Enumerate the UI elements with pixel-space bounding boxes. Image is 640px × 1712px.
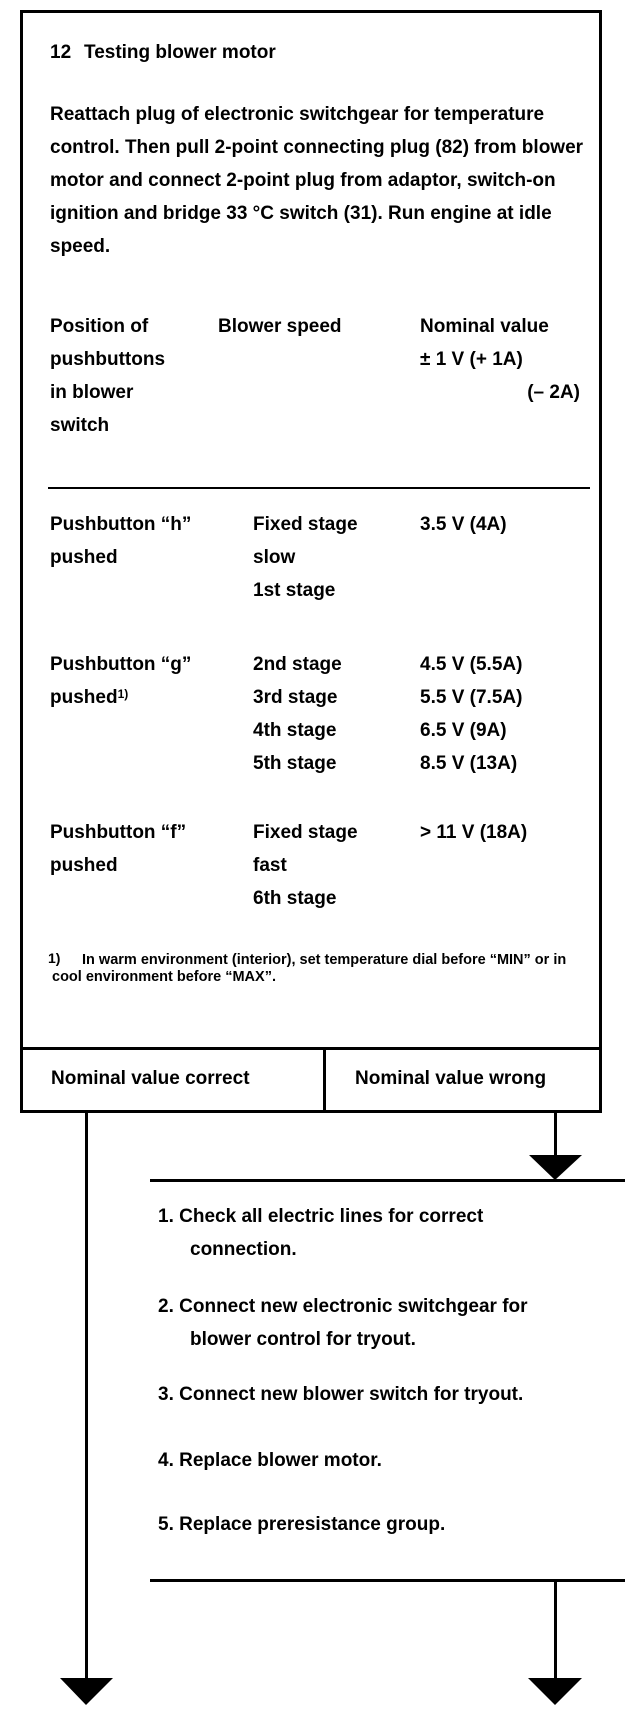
- footnote-text: In warm environment (interior), set temperature dial before “MIN” or in cool environment before “MAX”.: [52, 952, 567, 985]
- footnote-mark: 1): [48, 950, 61, 966]
- header-nominal-line: (– 2A): [527, 382, 580, 403]
- stage: Fixed stage: [253, 514, 358, 535]
- pushbutton-label: Pushbutton “g”: [50, 654, 192, 675]
- stage: 3rd stage: [253, 687, 338, 708]
- step-text: Replace blower motor.: [179, 1450, 382, 1471]
- stage: 4th stage: [253, 720, 337, 741]
- steps-top-rule: [150, 1179, 625, 1182]
- steps-flow-line: [554, 1581, 557, 1681]
- step-text-cont: blower control for tryout.: [190, 1329, 416, 1350]
- nominal-value: 5.5 V (7.5A): [420, 687, 523, 708]
- wrong-flow-line: [554, 1110, 557, 1157]
- stage: 6th stage: [253, 888, 337, 909]
- nominal-value: 4.5 V (5.5A): [420, 654, 523, 675]
- stage: fast: [253, 855, 287, 876]
- step-number: 4.: [158, 1450, 174, 1471]
- step-2: [158, 1290, 528, 1356]
- header-position-line: switch: [50, 415, 110, 436]
- step-text: Connect new blower switch for tryout.: [179, 1384, 524, 1405]
- steps-bottom-rule: [150, 1579, 625, 1582]
- step-1: [158, 1200, 483, 1266]
- stage: 2nd stage: [253, 654, 342, 675]
- step-text: Replace preresistance group.: [179, 1514, 446, 1535]
- step-4: [158, 1444, 382, 1477]
- nominal-value: 3.5 V (4A): [420, 514, 507, 535]
- correct-flow-line: [85, 1110, 88, 1682]
- footnote-ref: 1): [117, 687, 129, 701]
- result-correct-label: Nominal value correct: [51, 1068, 250, 1089]
- header-position-line: pushbuttons: [50, 349, 166, 370]
- header-position-line: in blower: [50, 382, 134, 403]
- step-5: [158, 1508, 445, 1541]
- steps-flow-arrow: [528, 1678, 582, 1705]
- step-text: Connect new electronic switchgear for: [179, 1296, 528, 1317]
- stage: 5th stage: [253, 753, 337, 774]
- section-number: 12: [50, 42, 72, 63]
- stage: Fixed stage: [253, 822, 358, 843]
- pushbutton-label: Pushbutton “h”: [50, 514, 192, 535]
- nominal-value: 6.5 V (9A): [420, 720, 507, 741]
- header-blower-speed: Blower speed: [218, 316, 342, 337]
- pushbutton-state: pushed: [50, 855, 118, 876]
- step-text-cont: connection.: [190, 1239, 297, 1260]
- section-title-text: Testing blower motor: [84, 42, 276, 63]
- result-wrong-label: Nominal value wrong: [355, 1068, 547, 1089]
- nominal-value: > 11 V (18A): [420, 822, 528, 843]
- pushbutton-state-text: pushed: [50, 687, 118, 708]
- header-position-line: Position of: [50, 316, 149, 337]
- step-number: 2.: [158, 1296, 174, 1317]
- stage: slow: [253, 547, 296, 568]
- intro-paragraph: Reattach plug of electronic switchgear for temperature control. Then pull 2-point connecting plug (82) from blower motor and connect 2-point plug from adaptor, switch-on ignition and bridge 33 °C switch (31). Run engine at idle speed.: [50, 104, 584, 257]
- header-nominal-line: Nominal value: [420, 316, 549, 337]
- wrong-flow-arrow: [529, 1155, 582, 1180]
- step-number: 3.: [158, 1384, 174, 1405]
- nominal-value: 8.5 V (13A): [420, 753, 518, 774]
- correct-flow-arrow: [60, 1678, 113, 1705]
- step-number: 1.: [158, 1206, 174, 1227]
- step-3: [158, 1378, 523, 1411]
- pushbutton-state: pushed: [50, 547, 118, 568]
- pushbutton-label: Pushbutton “f”: [50, 822, 187, 843]
- header-nominal-line: ± 1 V (+ 1A): [420, 349, 523, 370]
- step-number: 5.: [158, 1514, 174, 1535]
- stage: 1st stage: [253, 580, 336, 601]
- step-text: Check all electric lines for correct: [179, 1206, 484, 1227]
